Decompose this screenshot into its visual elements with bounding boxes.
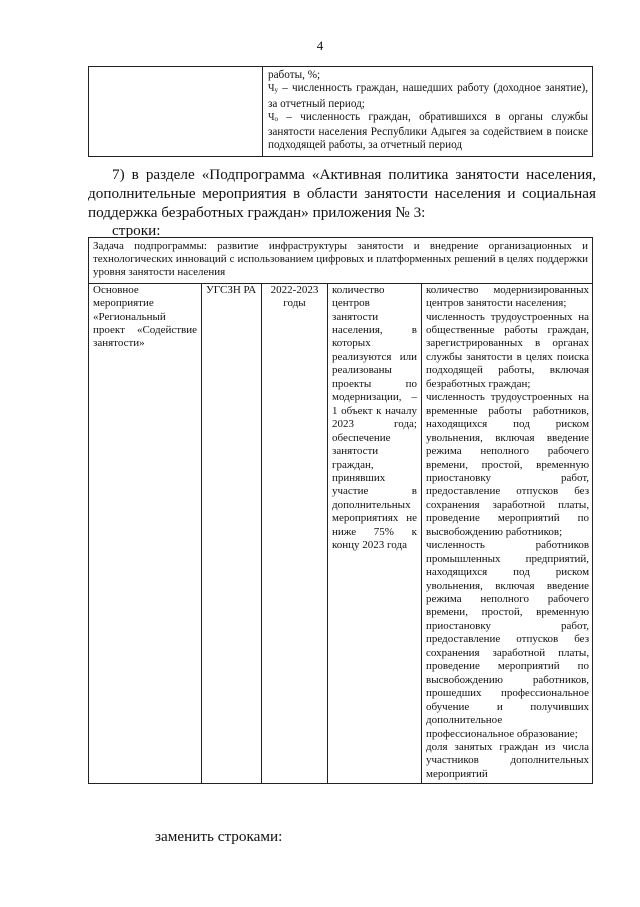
rows-label: строки: bbox=[112, 222, 161, 239]
indicator-item: численность работников промышленных предприятий, находящихся под риском увольнения, включая введение режима неполного рабочего времени, простой, временную приостановку работ, предоставление отпусков без сохранения заработной платы, проведение мероприятий по высвобождению работников, прошедших профессиональное обучение и получивших дополнительное профессиональное образование; bbox=[426, 539, 590, 740]
section-paragraph: 7) в разделе «Подпрограмма «Активная политика занятости населения, дополнительные мероприятия в области занятости населения и социальная поддержка безработных граждан» приложения № 3: bbox=[88, 166, 596, 221]
replace-label: заменить строками: bbox=[155, 828, 283, 845]
symbol-subscript: у bbox=[274, 86, 278, 95]
task-cell: Задача подпрограммы: развитие инфраструктуры занятости и внедрение организационных и технологических инноваций с использованием цифровых и платформенных решений в целях поддержки уровня занятости населения bbox=[89, 238, 593, 284]
table-row bbox=[89, 283, 593, 784]
formula-definition-employed bbox=[268, 82, 588, 111]
formula-definitions-cell bbox=[263, 67, 593, 157]
subprogram-table bbox=[88, 237, 593, 784]
indicator-item: количество модернизированных центров занятости населения; bbox=[426, 283, 590, 310]
definition-text: – численность граждан, обратившихся в органы службы занятости населения Республики Адыгея за содействием в поиске подходящей работы, за отчетный период bbox=[268, 110, 588, 152]
symbol-subscript: о bbox=[274, 114, 278, 123]
symbol: Ч bbox=[268, 83, 275, 95]
period-cell: 2022-2023 годы bbox=[262, 283, 328, 784]
table-row-task bbox=[89, 238, 593, 284]
indicator-item: численность трудоустроенных на временные работы работников, находящихся под риском увольнения, включая введение режима неполного рабочего времени, простой, временную приостановку работ, предоставление отпусков без сохранения заработной платы, проведение мероприятий по высвобождению работников; bbox=[426, 391, 590, 538]
measure-cell: Основное мероприятие «Региональный проект «Содействие занятости» bbox=[89, 283, 202, 784]
indicator-item: доля занятых граждан из числа участников дополнительных мероприятий bbox=[426, 741, 590, 780]
indicators-cell bbox=[422, 283, 593, 784]
formula-table bbox=[88, 66, 593, 157]
executor-cell: УГСЗН РА bbox=[202, 283, 262, 784]
formula-table-empty-cell bbox=[89, 67, 263, 157]
definition-text: – численность граждан, нашедших работу (доходное занятие), за отчетный период; bbox=[268, 82, 588, 110]
symbol: Ч bbox=[268, 111, 275, 123]
result-cell: количество центров занятости населения, в которых реализуются или реализованы проекты по модернизации, – 1 объект к началу 2023 года; обеспечение занятости граждан, принявших участие в дополнительных мероприятиях не ниже 75% к концу 2023 года bbox=[328, 283, 422, 784]
formula-definition-applied bbox=[268, 111, 588, 153]
indicator-item: численность трудоустроенных на общественные работы граждан, зарегистрированных в органах службы занятости в целях поиска подходящей работы, включая безработных граждан; bbox=[426, 310, 590, 390]
page-number: 4 bbox=[316, 38, 324, 53]
formula-line: работы, %; bbox=[268, 69, 321, 81]
